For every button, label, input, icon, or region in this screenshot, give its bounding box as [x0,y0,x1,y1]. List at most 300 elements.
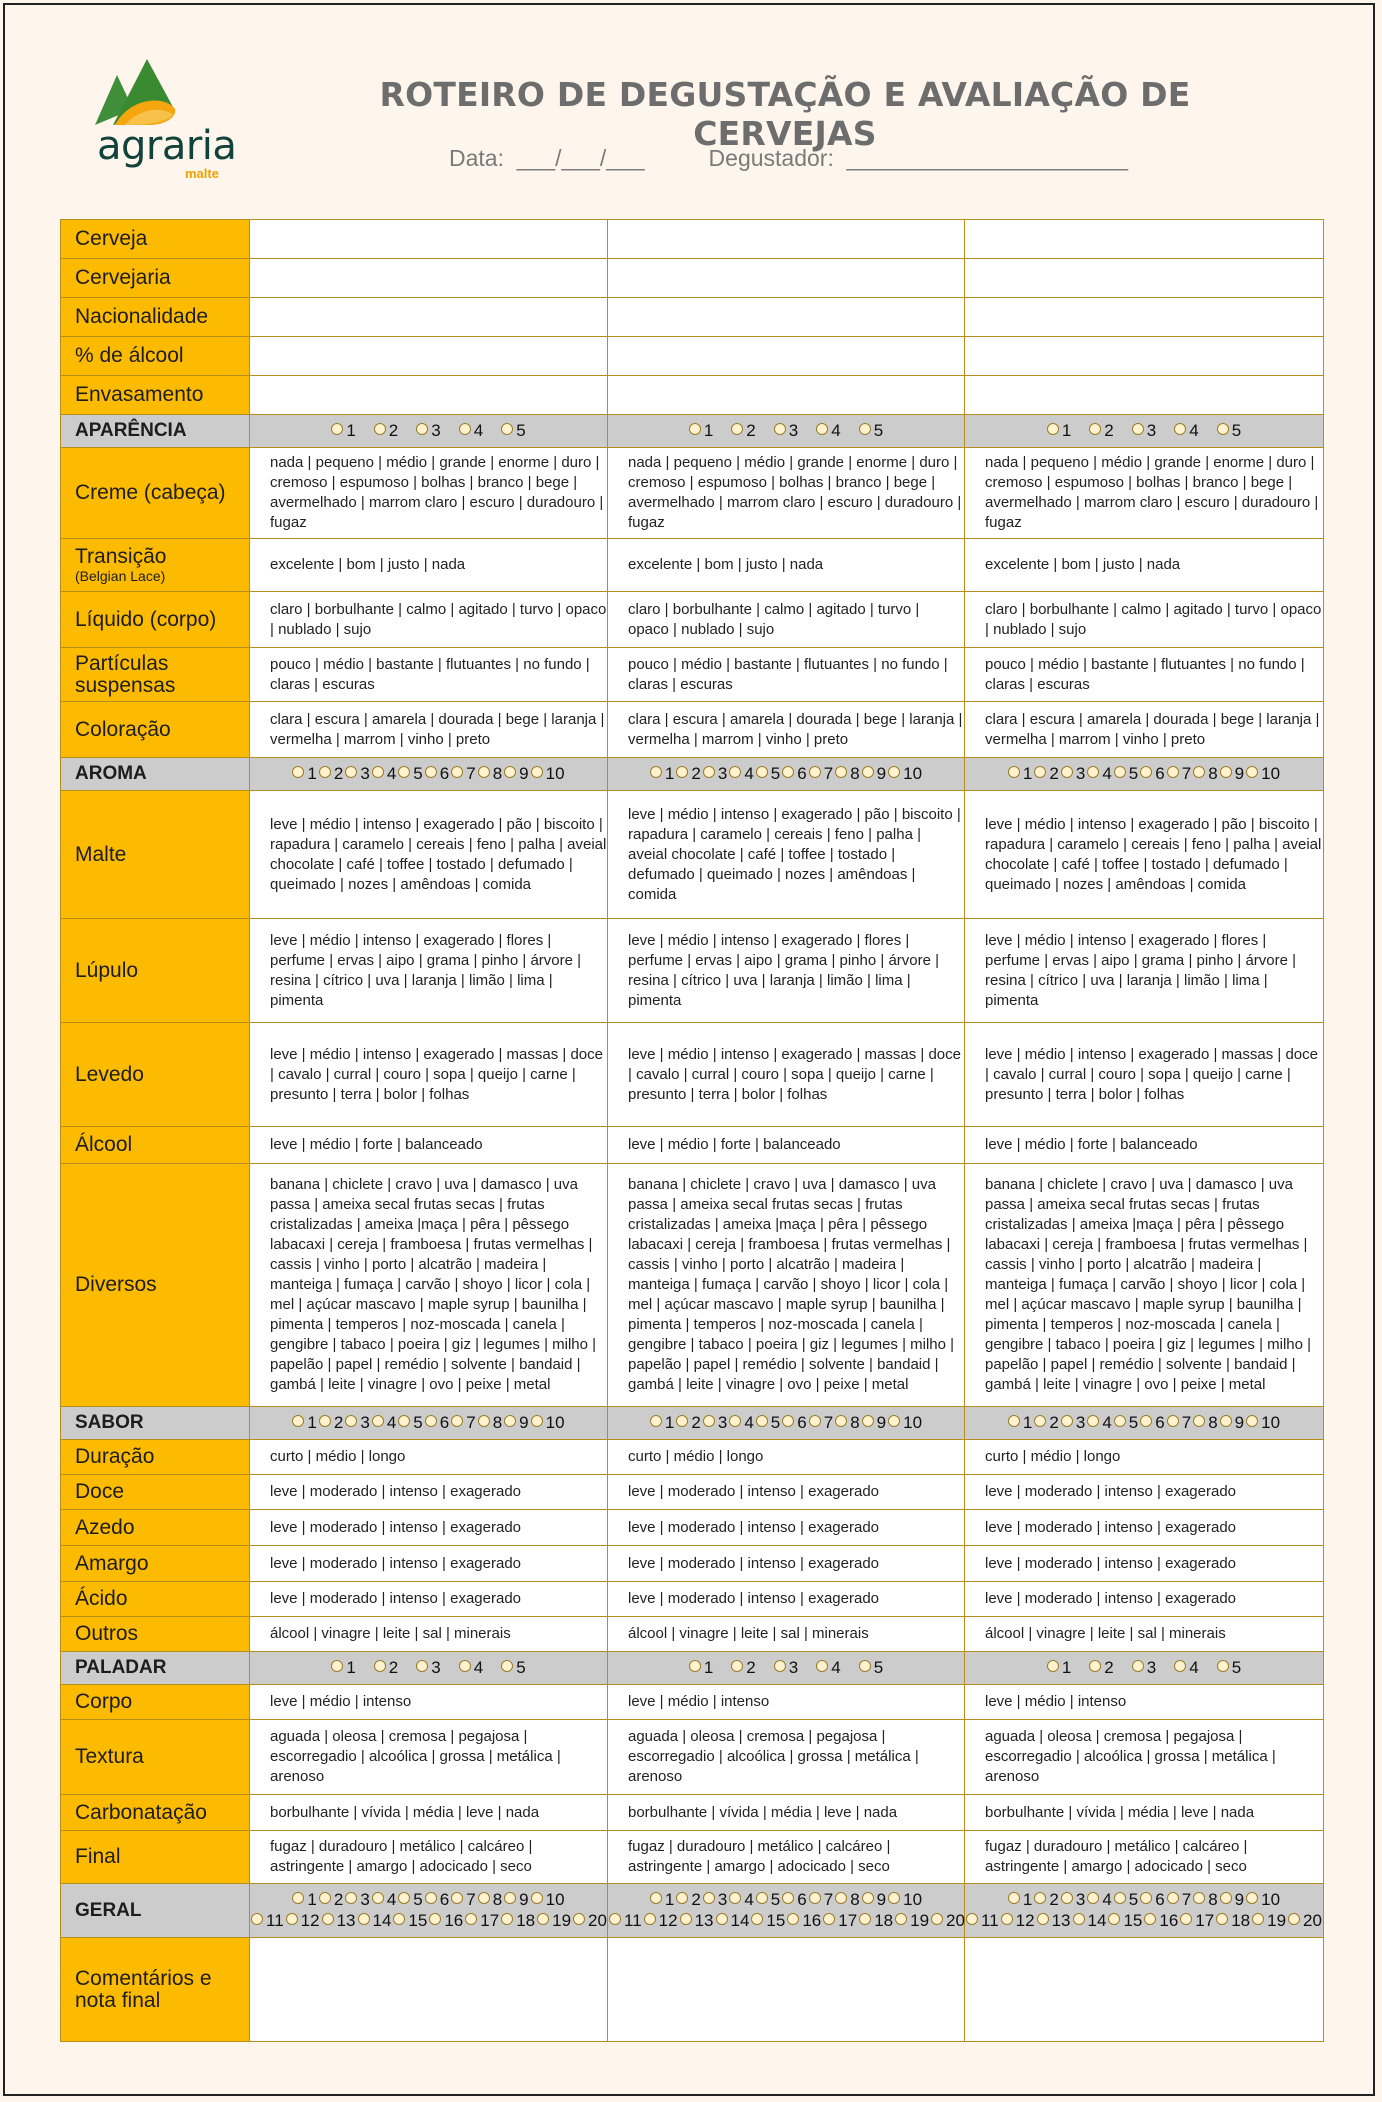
radio-circle-icon[interactable] [809,1415,821,1427]
radio-circle-icon[interactable] [478,1892,490,1904]
radio-circle-icon[interactable] [1073,1913,1085,1925]
rating-option[interactable] [1140,764,1164,783]
rating-option[interactable] [1174,421,1198,440]
radio-circle-icon[interactable] [731,1660,743,1672]
rating-option[interactable] [1114,1413,1138,1432]
beer-3-cell[interactable]: leve | médio | intenso | exagerado | massas | doce | cavalo | curral | couro | sopa | queijo | carne | presunto | terra | bolor | folhas [965,1023,1324,1127]
rating-option[interactable] [1047,1658,1071,1677]
beer-3-cell[interactable]: curto | médio | longo [965,1440,1324,1475]
rating-option[interactable] [1034,1890,1058,1909]
rating-option[interactable] [809,1890,833,1909]
rating-option[interactable] [292,1890,316,1909]
rating-option[interactable] [459,421,483,440]
rating-option[interactable] [716,1911,750,1930]
rating-option[interactable] [1217,421,1241,440]
radio-circle-icon[interactable] [1114,766,1126,778]
radio-circle-icon[interactable] [1087,1892,1099,1904]
rating-option[interactable] [703,1890,727,1909]
radio-circle-icon[interactable] [782,1892,794,1904]
radio-circle-icon[interactable] [425,1415,437,1427]
radio-circle-icon[interactable] [756,766,768,778]
radio-circle-icon[interactable] [358,1913,370,1925]
rating-option[interactable] [862,1890,886,1909]
beer-3-cell[interactable]: leve | moderado | intenso | exagerado [965,1582,1324,1617]
rating-option[interactable] [1144,1911,1178,1930]
rating-option[interactable] [1034,764,1058,783]
beer-3-cell[interactable]: excelente | bom | justo | nada [965,539,1324,592]
beer-1-cell[interactable] [250,1938,608,2042]
rating-option[interactable] [504,1413,528,1432]
rating-option[interactable] [1008,1890,1032,1909]
radio-circle-icon[interactable] [888,1415,900,1427]
beer-3-cell[interactable] [965,259,1324,298]
radio-circle-icon[interactable] [1288,1913,1300,1925]
rating-option[interactable] [888,1413,922,1432]
beer-1-cell[interactable]: pouco | médio | bastante | flutuantes | no fundo | claras | escuras [250,648,608,702]
rating-option[interactable] [374,421,398,440]
radio-circle-icon[interactable] [859,1660,871,1672]
rating-option[interactable] [331,1658,355,1677]
rating-option[interactable] [1167,764,1191,783]
radio-circle-icon[interactable] [787,1913,799,1925]
rating-option[interactable] [774,1658,798,1677]
radio-circle-icon[interactable] [1114,1892,1126,1904]
rating-option[interactable] [1061,764,1085,783]
radio-circle-icon[interactable] [650,1892,662,1904]
radio-circle-icon[interactable] [1037,1913,1049,1925]
radio-circle-icon[interactable] [1061,766,1073,778]
radio-circle-icon[interactable] [1089,1660,1101,1672]
rating-option[interactable] [1108,1911,1142,1930]
rating-option[interactable] [676,1890,700,1909]
rating-option[interactable] [823,1911,857,1930]
rating-option[interactable] [459,1658,483,1677]
beer-3-cell[interactable]: borbulhante | vívida | média | leve | nada [965,1795,1324,1831]
rating-option[interactable] [425,1890,449,1909]
beer-2-cell[interactable]: álcool | vinagre | leite | sal | minerais [608,1617,965,1652]
rating-option[interactable] [504,1890,528,1909]
radio-circle-icon[interactable] [573,1913,585,1925]
beer-3-cell[interactable]: leve | médio | intenso [965,1685,1324,1720]
beer-2-cell[interactable] [608,259,965,298]
beer-2-cell[interactable]: banana | chiclete | cravo | uva | damasco | uva passa | ameixa secal frutas secas | frutas cristalizadas | ameixa |maça | pêra | pêssego labacaxi | cereja | framboesa | frutas vermelhas | cassis | vinho | porto | alcatrão | madeira | manteiga | fumaça | carvão | shoyo | licor | cola | mel | açúcar mascavo | maple syrup | baunilha | pimenta | temperos | noz-moscada | canela | gengibre | tabaco | poeira | giz | legumes | milho | papelão | papel | remédio | solvente | bandaid | gambá | leite | vinagre | ovo | peixe | metal [608,1164,965,1407]
radio-circle-icon[interactable] [703,766,715,778]
radio-circle-icon[interactable] [816,423,828,435]
radio-circle-icon[interactable] [398,766,410,778]
beer-2-cell[interactable]: leve | médio | intenso | exagerado | massas | doce | cavalo | curral | couro | sopa | queijo | carne | presunto | terra | bolor | folhas [608,1023,965,1127]
rating-option[interactable] [1193,764,1217,783]
rating-option[interactable] [501,421,525,440]
beer-2-cell[interactable] [608,337,965,376]
radio-circle-icon[interactable] [1193,766,1205,778]
radio-circle-icon[interactable] [425,1892,437,1904]
rating-option[interactable] [478,1890,502,1909]
radio-circle-icon[interactable] [1167,766,1179,778]
rating-option[interactable] [429,1911,463,1930]
radio-circle-icon[interactable] [1001,1913,1013,1925]
radio-circle-icon[interactable] [680,1913,692,1925]
rating-option[interactable] [1140,1890,1164,1909]
beer-1-cell[interactable]: leve | moderado | intenso | exagerado [250,1510,608,1546]
radio-circle-icon[interactable] [501,1660,513,1672]
beer-2-cell[interactable]: pouco | médio | bastante | flutuantes | no fundo | claras | escuras [608,648,965,702]
radio-circle-icon[interactable] [416,1660,428,1672]
radio-circle-icon[interactable] [451,766,463,778]
radio-circle-icon[interactable] [319,1415,331,1427]
rating-option[interactable] [573,1911,607,1930]
rating-option[interactable] [816,421,840,440]
rating-option[interactable] [372,1413,396,1432]
radio-circle-icon[interactable] [1193,1415,1205,1427]
rating-option[interactable] [1034,1413,1058,1432]
radio-circle-icon[interactable] [416,423,428,435]
rating-option[interactable] [425,1413,449,1432]
radio-circle-icon[interactable] [1217,423,1229,435]
beer-2-cell[interactable]: leve | médio | intenso [608,1685,965,1720]
radio-circle-icon[interactable] [292,1892,304,1904]
radio-circle-icon[interactable] [1220,1415,1232,1427]
rating-option[interactable] [345,1413,369,1432]
rating-option[interactable] [1220,764,1244,783]
radio-circle-icon[interactable] [1087,766,1099,778]
radio-circle-icon[interactable] [504,766,516,778]
beer-1-cell[interactable]: claro | borbulhante | calmo | agitado | turvo | opaco | nublado | sujo [250,592,608,648]
beer-2-cell[interactable]: borbulhante | vívida | média | leve | nada [608,1795,965,1831]
radio-circle-icon[interactable] [1108,1913,1120,1925]
rating-option[interactable] [1220,1890,1244,1909]
radio-circle-icon[interactable] [292,766,304,778]
rating-option[interactable] [398,764,422,783]
rating-option[interactable] [676,764,700,783]
rating-option[interactable] [650,1413,674,1432]
rating-option[interactable] [1246,1890,1280,1909]
rating-option[interactable] [756,1413,780,1432]
radio-circle-icon[interactable] [319,766,331,778]
rating-option[interactable] [374,1658,398,1677]
rating-option[interactable] [751,1911,785,1930]
radio-circle-icon[interactable] [650,766,662,778]
rating-option[interactable] [416,421,440,440]
beer-2-cell[interactable]: claro | borbulhante | calmo | agitado | turvo | opaco | nublado | sujo [608,592,965,648]
beer-3-cell[interactable] [965,220,1324,259]
radio-circle-icon[interactable] [774,423,786,435]
radio-circle-icon[interactable] [345,1892,357,1904]
rating-option[interactable] [398,1413,422,1432]
beer-1-cell[interactable]: álcool | vinagre | leite | sal | minerais [250,1617,608,1652]
rating-option[interactable] [451,1413,475,1432]
radio-circle-icon[interactable] [1008,766,1020,778]
rating-option[interactable] [1140,1413,1164,1432]
beer-1-cell[interactable]: leve | médio | intenso | exagerado | flores | perfume | ervas | aipo | grama | pinho | árvore | resina | cítrico | uva | laranja | limão | lima | pimenta [250,919,608,1023]
radio-circle-icon[interactable] [1034,766,1046,778]
rating-option[interactable] [322,1911,356,1930]
radio-circle-icon[interactable] [676,1892,688,1904]
beer-3-cell[interactable] [965,376,1324,415]
beer-2-cell[interactable]: leve | moderado | intenso | exagerado [608,1475,965,1510]
rating-option[interactable] [1132,421,1156,440]
rating-option[interactable] [1114,1890,1138,1909]
rating-option[interactable] [756,1890,780,1909]
radio-circle-icon[interactable] [531,766,543,778]
radio-circle-icon[interactable] [286,1913,298,1925]
beer-3-cell[interactable]: clara | escura | amarela | dourada | bege | laranja | vermelha | marrom | vinho | preto [965,702,1324,758]
rating-option[interactable] [888,764,922,783]
rating-option[interactable] [537,1911,571,1930]
radio-circle-icon[interactable] [1140,1892,1152,1904]
radio-circle-icon[interactable] [1216,1913,1228,1925]
beer-3-cell[interactable] [965,298,1324,337]
radio-circle-icon[interactable] [1140,1415,1152,1427]
rating-option[interactable] [372,764,396,783]
rating-option[interactable] [531,764,565,783]
radio-circle-icon[interactable] [1034,1892,1046,1904]
radio-circle-icon[interactable] [465,1913,477,1925]
rating-option[interactable] [1008,764,1032,783]
rating-option[interactable] [358,1911,392,1930]
beer-1-cell[interactable]: curto | médio | longo [250,1440,608,1475]
radio-circle-icon[interactable] [501,423,513,435]
rating-option[interactable] [729,1890,753,1909]
rating-option[interactable] [1252,1911,1286,1930]
radio-circle-icon[interactable] [862,766,874,778]
radio-circle-icon[interactable] [531,1415,543,1427]
radio-circle-icon[interactable] [835,766,847,778]
radio-circle-icon[interactable] [809,766,821,778]
rating-option[interactable] [1047,421,1071,440]
rating-option[interactable] [729,764,753,783]
beer-1-cell[interactable]: banana | chiclete | cravo | uva | damasco | uva passa | ameixa secal frutas secas | frutas cristalizadas | ameixa |maça | pêra | pêssego labacaxi | cereja | framboesa | frutas vermelhas | cassis | vinho | porto | alcatrão | madeira | manteiga | fumaça | carvão | shoyo | licor | cola | mel | açúcar mascavo | maple syrup | baunilha | pimenta | temperos | noz-moscada | canela | gengibre | tabaco | poeira | giz | legumes | milho | papelão | papel | remédio | solvente | bandaid | gambá | leite | vinagre | ovo | peixe | metal [250,1164,608,1407]
rating-option[interactable] [609,1911,642,1930]
rating-option[interactable] [451,764,475,783]
radio-circle-icon[interactable] [835,1415,847,1427]
beer-1-cell[interactable]: clara | escura | amarela | dourada | bege | laranja | vermelha | marrom | vinho | preto [250,702,608,758]
radio-circle-icon[interactable] [398,1415,410,1427]
radio-circle-icon[interactable] [319,1892,331,1904]
radio-circle-icon[interactable] [835,1892,847,1904]
radio-circle-icon[interactable] [1008,1415,1020,1427]
radio-circle-icon[interactable] [531,1892,543,1904]
beer-1-cell[interactable]: borbulhante | vívida | média | leve | nada [250,1795,608,1831]
radio-circle-icon[interactable] [862,1415,874,1427]
rating-option[interactable] [319,1890,343,1909]
beer-3-cell[interactable]: leve | médio | intenso | exagerado | flores | perfume | ervas | aipo | grama | pinho | árvore | resina | cítrico | uva | laranja | limão | lima | pimenta [965,919,1324,1023]
rating-option[interactable] [809,1413,833,1432]
radio-circle-icon[interactable] [862,1892,874,1904]
radio-circle-icon[interactable] [1047,423,1059,435]
radio-circle-icon[interactable] [504,1415,516,1427]
rating-option[interactable] [1087,1413,1111,1432]
beer-2-cell[interactable]: curto | médio | longo [608,1440,965,1475]
rating-option[interactable] [731,1658,755,1677]
rating-option[interactable] [1180,1911,1214,1930]
beer-1-cell[interactable]: leve | médio | intenso | exagerado | pão | biscoito | rapadura | caramelo | cereais | feno | palha | aveial chocolate | café | toffee | tostado | defumado | queimado | nozes | amêndoas | comida [250,791,608,919]
rating-option[interactable] [319,1413,343,1432]
rating-option[interactable] [680,1911,714,1930]
radio-circle-icon[interactable] [537,1913,549,1925]
radio-circle-icon[interactable] [703,1415,715,1427]
rating-option[interactable] [292,1413,316,1432]
rating-option[interactable] [859,1911,893,1930]
radio-circle-icon[interactable] [859,1913,871,1925]
beer-1-cell[interactable] [250,259,608,298]
beer-1-cell[interactable] [250,298,608,337]
beer-3-cell[interactable]: leve | moderado | intenso | exagerado [965,1546,1324,1582]
beer-2-cell[interactable]: excelente | bom | justo | nada [608,539,965,592]
beer-3-cell[interactable] [965,337,1324,376]
rating-option[interactable] [1246,1413,1280,1432]
radio-circle-icon[interactable] [716,1913,728,1925]
rating-option[interactable] [650,764,674,783]
rating-option[interactable] [782,1413,806,1432]
rating-option[interactable] [1167,1890,1191,1909]
radio-circle-icon[interactable] [398,1892,410,1904]
rating-option[interactable] [372,1890,396,1909]
rating-option[interactable] [1037,1911,1071,1930]
beer-3-cell[interactable]: claro | borbulhante | calmo | agitado | turvo | opaco | nublado | sujo [965,592,1324,648]
beer-1-cell[interactable]: excelente | bom | justo | nada [250,539,608,592]
radio-circle-icon[interactable] [1061,1415,1073,1427]
radio-circle-icon[interactable] [1174,423,1186,435]
rating-option[interactable] [1193,1413,1217,1432]
beer-1-cell[interactable]: leve | médio | forte | balanceado [250,1127,608,1164]
rating-option[interactable] [756,764,780,783]
rating-option[interactable] [345,764,369,783]
rating-option[interactable] [331,421,355,440]
radio-circle-icon[interactable] [251,1913,263,1925]
radio-circle-icon[interactable] [331,1660,343,1672]
radio-circle-icon[interactable] [1252,1913,1264,1925]
radio-circle-icon[interactable] [731,423,743,435]
radio-circle-icon[interactable] [1246,1415,1258,1427]
beer-2-cell[interactable] [608,220,965,259]
radio-circle-icon[interactable] [374,423,386,435]
beer-2-cell[interactable]: fugaz | duradouro | metálico | calcáreo | astringente | amargo | adocicado | seco [608,1831,965,1884]
rating-option[interactable] [1008,1413,1032,1432]
radio-circle-icon[interactable] [1008,1892,1020,1904]
beer-3-cell[interactable]: banana | chiclete | cravo | uva | damasco | uva passa | ameixa secal frutas secas | frutas cristalizadas | ameixa |maça | pêra | pêssego labacaxi | cereja | framboesa | frutas vermelhas | cassis | vinho | porto | alcatrão | madeira | manteiga | fumaça | carvão | shoyo | licor | cola | mel | açúcar mascavo | maple syrup | baunilha | pimenta | temperos | noz-moscada | canela | gengibre | tabaco | poeira | giz | legumes | milho | papelão | papel | remédio | solvente | bandaid | gambá | leite | vinagre | ovo | peixe | metal [965,1164,1324,1407]
radio-circle-icon[interactable] [372,1415,384,1427]
beer-3-cell[interactable]: álcool | vinagre | leite | sal | minerais [965,1617,1324,1652]
rating-option[interactable] [345,1890,369,1909]
radio-circle-icon[interactable] [322,1913,334,1925]
radio-circle-icon[interactable] [823,1913,835,1925]
radio-circle-icon[interactable] [703,1892,715,1904]
radio-circle-icon[interactable] [1034,1415,1046,1427]
beer-1-cell[interactable]: leve | moderado | intenso | exagerado [250,1582,608,1617]
rating-option[interactable] [729,1413,753,1432]
rating-option[interactable] [835,1890,859,1909]
beer-2-cell[interactable]: leve | médio | intenso | exagerado | flores | perfume | ervas | aipo | grama | pinho | árvore | resina | cítrico | uva | laranja | limão | lima | pimenta [608,919,965,1023]
rating-option[interactable] [1246,764,1280,783]
radio-circle-icon[interactable] [1246,1892,1258,1904]
rating-option[interactable] [393,1911,427,1930]
rating-option[interactable] [292,764,316,783]
rating-option[interactable] [895,1911,929,1930]
beer-2-cell[interactable]: leve | moderado | intenso | exagerado [608,1546,965,1582]
rating-option[interactable] [888,1890,922,1909]
rating-option[interactable] [1217,1658,1241,1677]
radio-circle-icon[interactable] [331,423,343,435]
radio-circle-icon[interactable] [1220,1892,1232,1904]
radio-circle-icon[interactable] [1144,1913,1156,1925]
beer-3-cell[interactable]: aguada | oleosa | cremosa | pegajosa | escorregadio | alcoólica | grossa | metálica | arenoso [965,1720,1324,1795]
beer-2-cell[interactable]: leve | médio | intenso | exagerado | pão | biscoito | rapadura | caramelo | cereais | feno | palha | aveial chocolate | café | toffee | tostado | defumado | queimado | nozes | amêndoas | comida [608,791,965,919]
rating-option[interactable] [703,1413,727,1432]
beer-2-cell[interactable] [608,298,965,337]
radio-circle-icon[interactable] [1114,1415,1126,1427]
beer-3-cell[interactable]: leve | médio | intenso | exagerado | pão | biscoito | rapadura | caramelo | cereais | feno | palha | aveial chocolate | café | toffee | tostado | defumado | queimado | nozes | amêndoas | comida [965,791,1324,919]
radio-circle-icon[interactable] [372,1892,384,1904]
rating-option[interactable] [1114,764,1138,783]
radio-circle-icon[interactable] [689,1660,701,1672]
rating-option[interactable] [835,764,859,783]
rating-option[interactable] [286,1911,320,1930]
beer-3-cell[interactable]: leve | médio | forte | balanceado [965,1127,1324,1164]
date-taster-line[interactable]: Data: ___/___/___ Degustador: ______________________ [449,145,1129,171]
radio-circle-icon[interactable] [345,1415,357,1427]
radio-circle-icon[interactable] [689,423,701,435]
rating-option[interactable] [1288,1911,1322,1930]
beer-1-cell[interactable]: leve | moderado | intenso | exagerado [250,1475,608,1510]
rating-option[interactable] [398,1890,422,1909]
beer-1-cell[interactable] [250,376,608,415]
radio-circle-icon[interactable] [1089,423,1101,435]
rating-option[interactable] [1087,1890,1111,1909]
rating-option[interactable] [689,1658,713,1677]
rating-option[interactable] [859,1658,883,1677]
radio-circle-icon[interactable] [644,1913,656,1925]
radio-circle-icon[interactable] [729,1415,741,1427]
radio-circle-icon[interactable] [931,1913,943,1925]
rating-option[interactable] [319,764,343,783]
radio-circle-icon[interactable] [782,766,794,778]
beer-1-cell[interactable] [250,220,608,259]
radio-circle-icon[interactable] [888,766,900,778]
rating-option[interactable] [425,764,449,783]
beer-2-cell[interactable] [608,1938,965,2042]
radio-circle-icon[interactable] [393,1913,405,1925]
radio-circle-icon[interactable] [1087,1415,1099,1427]
rating-option[interactable] [1193,1890,1217,1909]
radio-circle-icon[interactable] [1193,1892,1205,1904]
radio-circle-icon[interactable] [774,1660,786,1672]
radio-circle-icon[interactable] [1167,1415,1179,1427]
rating-option[interactable] [1087,764,1111,783]
beer-2-cell[interactable] [608,376,965,415]
rating-option[interactable] [782,1890,806,1909]
rating-option[interactable] [501,1658,525,1677]
beer-2-cell[interactable]: nada | pequeno | médio | grande | enorme | duro | cremoso | espumoso | bolhas | branco | bege | avermelhado | marrom claro | escuro | duradouro | fugaz [608,448,965,539]
beer-3-cell[interactable]: leve | moderado | intenso | exagerado [965,1475,1324,1510]
radio-circle-icon[interactable] [729,1892,741,1904]
rating-option[interactable] [835,1413,859,1432]
radio-circle-icon[interactable] [478,766,490,778]
radio-circle-icon[interactable] [676,1415,688,1427]
rating-option[interactable] [809,764,833,783]
radio-circle-icon[interactable] [859,423,871,435]
rating-option[interactable] [1174,1658,1198,1677]
beer-3-cell[interactable]: nada | pequeno | médio | grande | enorme | duro | cremoso | espumoso | bolhas | branco | bege | avermelhado | marrom claro | escuro | duradouro | fugaz [965,448,1324,539]
rating-option[interactable] [676,1413,700,1432]
radio-circle-icon[interactable] [1132,1660,1144,1672]
radio-circle-icon[interactable] [451,1892,463,1904]
rating-option[interactable] [1089,421,1113,440]
radio-circle-icon[interactable] [1180,1913,1192,1925]
radio-circle-icon[interactable] [816,1660,828,1672]
radio-circle-icon[interactable] [809,1892,821,1904]
radio-circle-icon[interactable] [459,1660,471,1672]
beer-3-cell[interactable]: leve | moderado | intenso | exagerado [965,1510,1324,1546]
